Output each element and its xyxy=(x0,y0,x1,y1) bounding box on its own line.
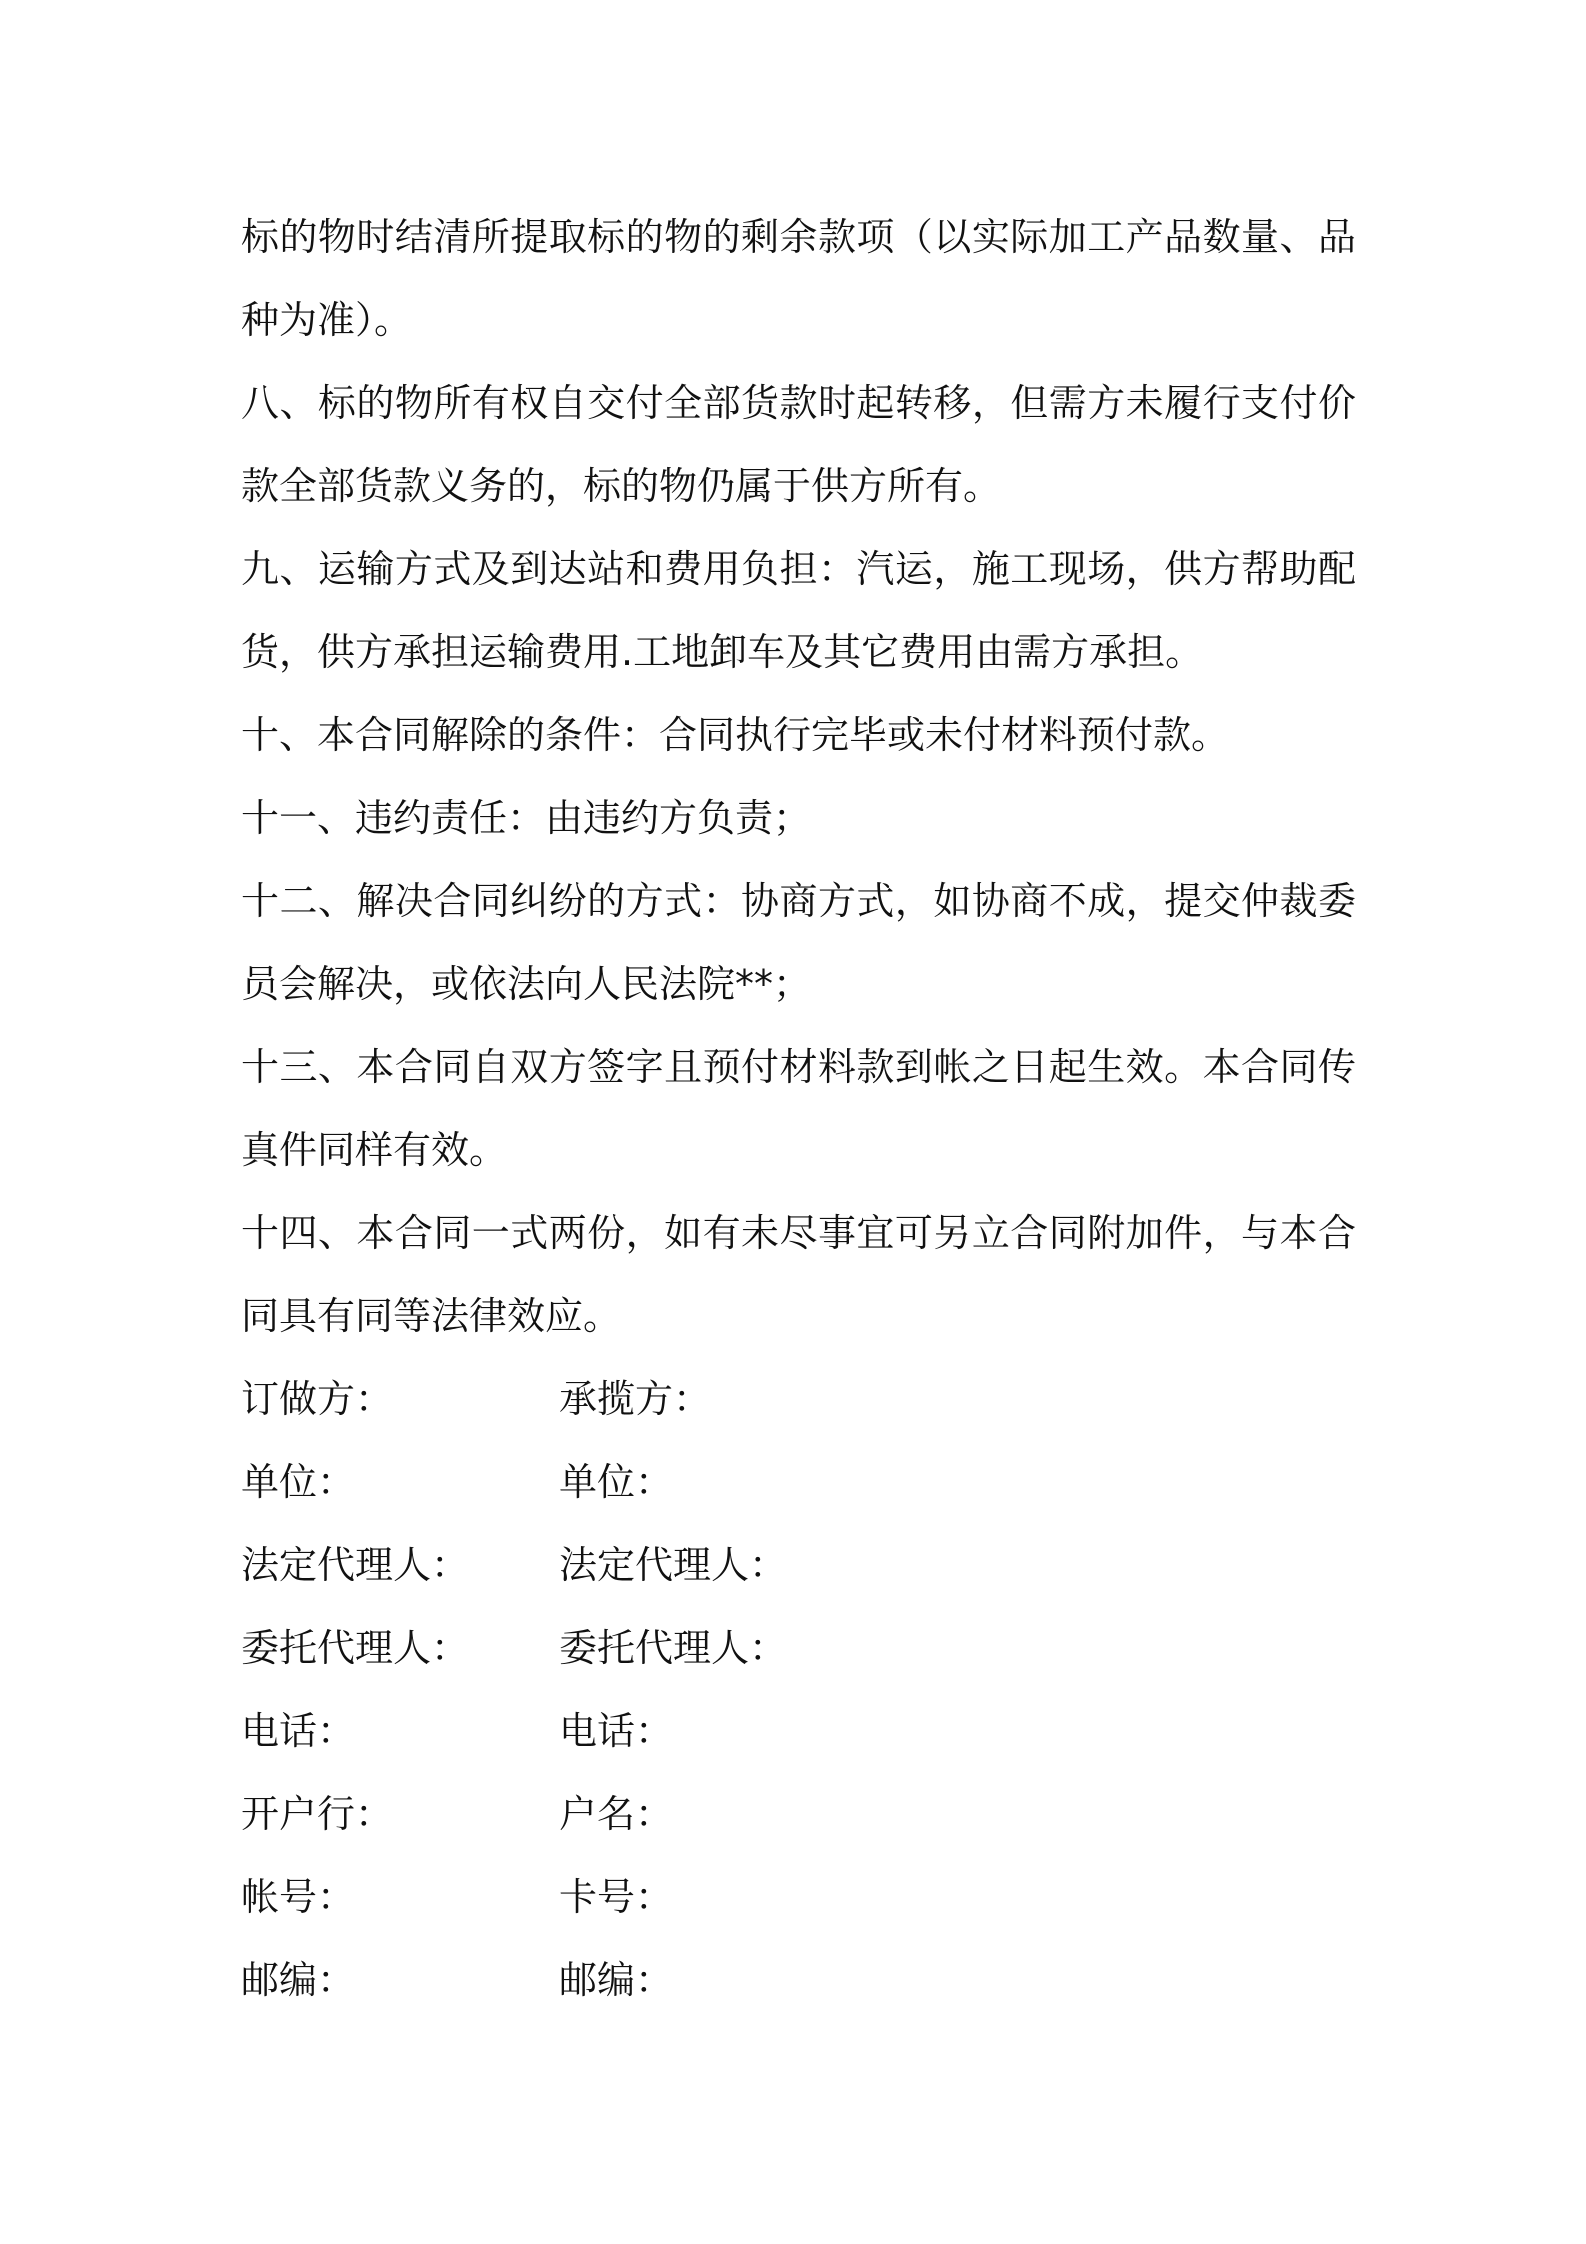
signature-orderer-account-number: 帐号： xyxy=(241,1875,356,1919)
signature-row-unit xyxy=(241,1441,1356,1524)
paragraph-clause-13-effective: 十三、本合同自双方签字且预付材料款到帐之日起生效。本合同传真件同样有效。 xyxy=(241,1045,1356,1172)
signature-row-phone xyxy=(241,1690,1356,1773)
signature-row-account xyxy=(241,1856,1356,1939)
signature-orderer-legal-rep: 法定代理人： xyxy=(241,1543,470,1587)
signature-block xyxy=(241,1358,1356,2022)
paragraph-clause-14-copies: 十四、本合同一式两份，如有未尽事宜可另立合同附加件，与本合同具有同等法律效应。 xyxy=(241,1211,1356,1338)
signature-orderer-bank: 开户行： xyxy=(241,1792,394,1836)
signature-contractor-label: 承揽方： xyxy=(559,1377,712,1421)
paragraph-clause-10-termination: 十、本合同解除的条件：合同执行完毕或未付材料预付款。 xyxy=(241,713,1230,757)
signature-contractor-card-number: 卡号： xyxy=(559,1875,674,1919)
paragraph-clause-8-ownership: 八、标的物所有权自交付全部货款时起转移，但需方未履行支付价款全部货款义务的，标的物仍属于供方所有。 xyxy=(241,381,1356,508)
signature-orderer-unit: 单位： xyxy=(241,1460,356,1504)
signature-row-legal-rep xyxy=(241,1524,1356,1607)
signature-row-party xyxy=(241,1358,1356,1441)
paragraph-clause-12-disputes: 十二、解决合同纠纷的方式：协商方式，如协商不成，提交仲裁委员会解决，或依法向人民法院**； xyxy=(241,879,1356,1006)
signature-contractor-legal-rep: 法定代理人： xyxy=(559,1543,788,1587)
signature-contractor-account-name: 户名： xyxy=(559,1792,674,1836)
signature-row-postcode xyxy=(241,1939,1356,2022)
paragraph-clause-9-transport: 九、运输方式及到达站和费用负担：汽运，施工现场，供方帮助配货，供方承担运输费用.工地卸车及其它费用由需方承担。 xyxy=(241,547,1356,674)
signature-orderer-label: 订做方： xyxy=(241,1377,394,1421)
signature-row-agent xyxy=(241,1607,1356,1690)
signature-contractor-unit: 单位： xyxy=(559,1460,674,1504)
signature-contractor-postcode: 邮编： xyxy=(559,1958,674,2002)
signature-orderer-agent: 委托代理人： xyxy=(241,1626,470,1670)
paragraph-clause-11-liability: 十一、违约责任：由违约方负责； xyxy=(241,796,812,840)
signature-orderer-postcode: 邮编： xyxy=(241,1958,356,2002)
signature-orderer-phone: 电话： xyxy=(241,1709,356,1753)
document-body xyxy=(241,196,1356,2022)
signature-contractor-agent: 委托代理人： xyxy=(559,1626,788,1670)
signature-contractor-phone: 电话： xyxy=(559,1709,674,1753)
signature-row-bank xyxy=(241,1773,1356,1856)
paragraph-payment-settlement: 标的物时结清所提取标的物的剩余款项（以实际加工产品数量、品种为准）。 xyxy=(241,215,1356,342)
